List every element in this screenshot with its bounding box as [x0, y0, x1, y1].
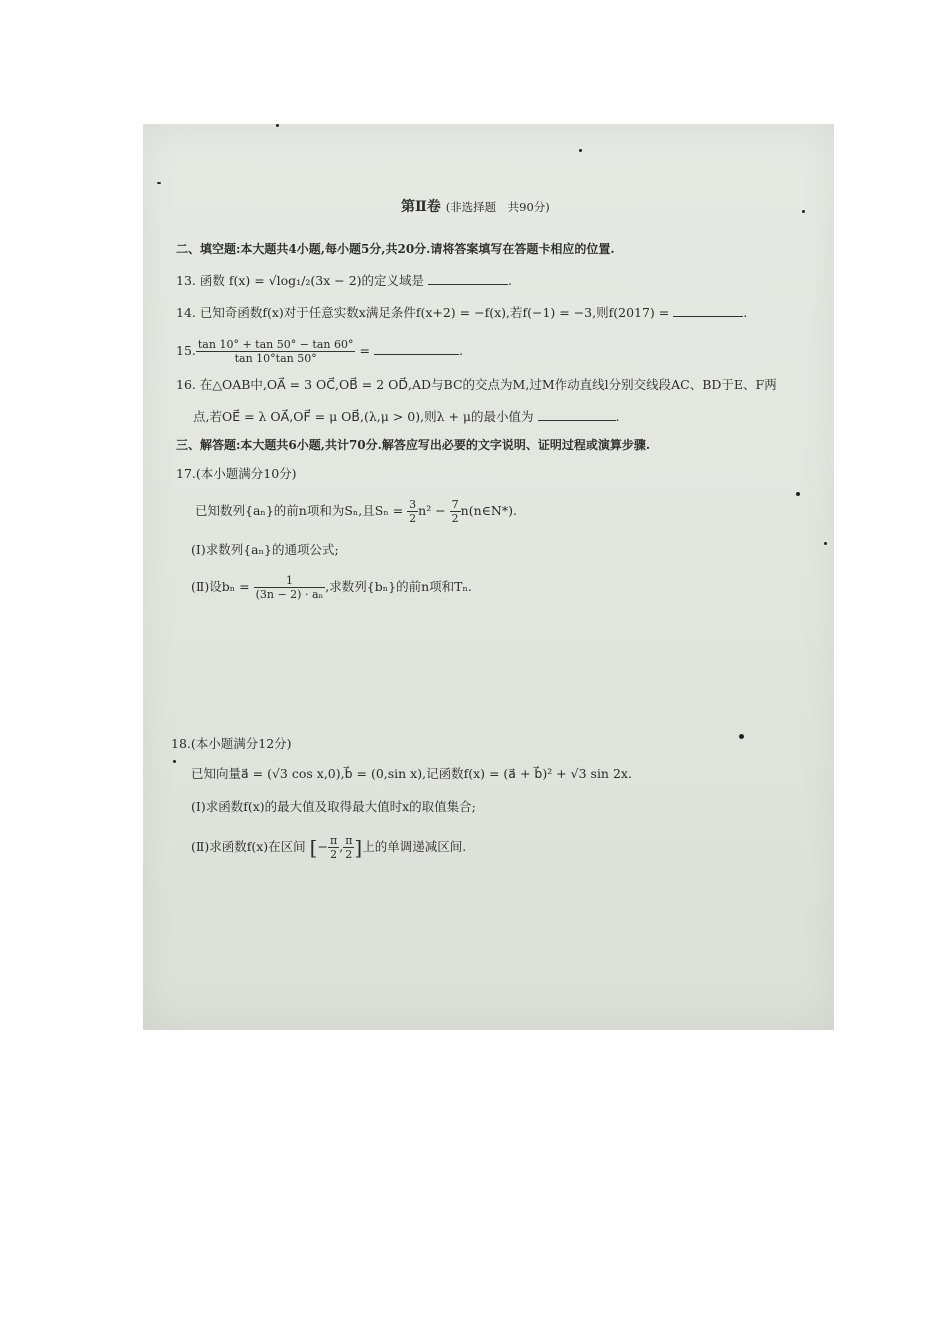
question-18-part-1: (Ⅰ)求函数f(x)的最大值及取得最大值时x的取值集合; [191, 799, 476, 814]
q13-formula: f(x) = √log₁/₂(3x − 2) [228, 273, 362, 288]
denominator: 2 [330, 848, 338, 861]
fraction-pi-2 [343, 834, 354, 861]
q17-stem-suffix: n(n∈N*). [460, 503, 517, 518]
numerator: 3 [409, 498, 417, 511]
question-16-line-2: 点,若OE⃗ = λ OA⃗,OF⃗ = μ OB⃗,(λ,μ > 0),则λ + μ的最小值为 . [193, 409, 620, 424]
q13-suffix: 的定义域是 [361, 273, 425, 288]
answer-blank [673, 304, 743, 317]
ink-speck [739, 734, 744, 739]
right-bracket: ] [354, 835, 363, 860]
page-title [401, 199, 550, 215]
question-17-stem [195, 496, 517, 526]
question-18-label: 18.(本小题满分12分) [171, 736, 292, 751]
title-sub: (非选择题 共90分) [445, 200, 550, 214]
answer-blank [428, 272, 508, 285]
q18-part2-prefix: (Ⅱ)求函数f(x)在区间 [191, 839, 306, 854]
section-heading-fill-in: 二、填空题:本大题共4小题,每小题5分,共20分.请将答案填写在答题卡相应的位置. [176, 242, 615, 256]
fraction-3-2 [407, 498, 418, 525]
ink-speck [579, 149, 582, 152]
q15-fraction [196, 338, 356, 365]
q14-text: 14. 已知奇函数f(x)对于任意实数x满足条件f(x+2) = −f(x),若f(−1) = −3,则f(2017) = [176, 305, 670, 320]
q16-line2-text: 点,若OE⃗ = λ OA⃗,OF⃗ = μ OB⃗,(λ,μ > 0),则λ + μ的最小值为 [193, 409, 534, 424]
question-18-part-2: (Ⅱ)求函数f(x)在区间 [− $\frac{\pi}{2}$ , $\frac{\pi}{2}$ ]上的单调递减区间. [191, 834, 467, 861]
exam-paper-photo [143, 124, 834, 1030]
ink-speck [796, 492, 800, 496]
ink-speck [802, 210, 805, 213]
question-16-line-1: 16. 在△OAB中,OA⃗ = 3 OC⃗,OB⃗ = 2 OD⃗,AD与BC的交点为M,过M作动直线l分别交线段AC、BD于E、F两 [176, 377, 777, 392]
question-18-stem: 已知向量a⃗ = (√3 cos x,0),b⃗ = (0,sin x),记函数f(x) = (a⃗ + b⃗)² + √3 sin 2x. [191, 766, 632, 781]
numerator: π [345, 834, 353, 847]
denominator: 2 [451, 512, 459, 525]
answer-blank [374, 342, 459, 355]
q15-prefix: 15. [176, 343, 196, 358]
question-17-label: 17.(本小题满分10分) [176, 466, 297, 481]
section-heading-solutions: 三、解答题:本大题共6小题,共计70分.解答应写出必要的文字说明、证明过程或演算步骤. [176, 438, 651, 452]
denominator: 2 [409, 512, 417, 525]
answer-blank [538, 408, 616, 421]
question-15: 15. $\frac{\tan 10^\circ + \tan 50^\circ - \tan 60^\circ}{\tan 10^\circ\tan 50^\circ}$ = . [176, 338, 463, 365]
denominator: 2 [345, 848, 353, 861]
ink-speck [824, 542, 827, 545]
title-main: 第Ⅱ卷 [401, 199, 441, 215]
question-17-part-2 [191, 572, 472, 602]
fraction-bn [254, 574, 326, 601]
q17-mid: n² − [418, 503, 446, 518]
numerator: 7 [451, 498, 459, 511]
question-17-part-1: (Ⅰ)求数列{aₙ}的通项公式; [191, 542, 339, 557]
q17-stem-prefix: 已知数列{aₙ}的前n项和为Sₙ,且Sₙ = [195, 503, 404, 518]
ink-speck [157, 182, 161, 184]
numerator: 1 [254, 574, 326, 588]
ink-speck [173, 760, 176, 763]
question-13: 13. 函数 f(x) = √log₁/₂(3x − 2)的定义域是 . [176, 273, 513, 288]
ink-speck [276, 124, 279, 127]
q17-part2-suffix: ,求数列{bₙ}的前n项和Tₙ. [325, 579, 472, 594]
q17-part2-prefix: (Ⅱ)设bₙ = [191, 579, 250, 594]
q15-numerator: tan 10° + tan 50° − tan 60° [197, 338, 354, 351]
q15-equals: = [359, 343, 370, 358]
fraction-minus-pi-2 [328, 834, 339, 861]
denominator: (3n − 2) · aₙ [255, 588, 324, 601]
fraction-7-2 [450, 498, 461, 525]
question-14: 14. 已知奇函数f(x)对于任意实数x满足条件f(x+2) = −f(x),若f(−1) = −3,则f(2017) = . [176, 305, 748, 320]
q15-denominator: tan 10°tan 50° [234, 352, 317, 365]
q13-prefix: 13. 函数 [176, 273, 225, 288]
minus-sign: − [317, 839, 328, 854]
q18-part2-suffix: 上的单调递减区间. [362, 839, 467, 854]
left-bracket: [ [309, 835, 318, 860]
numerator: π [329, 834, 338, 847]
